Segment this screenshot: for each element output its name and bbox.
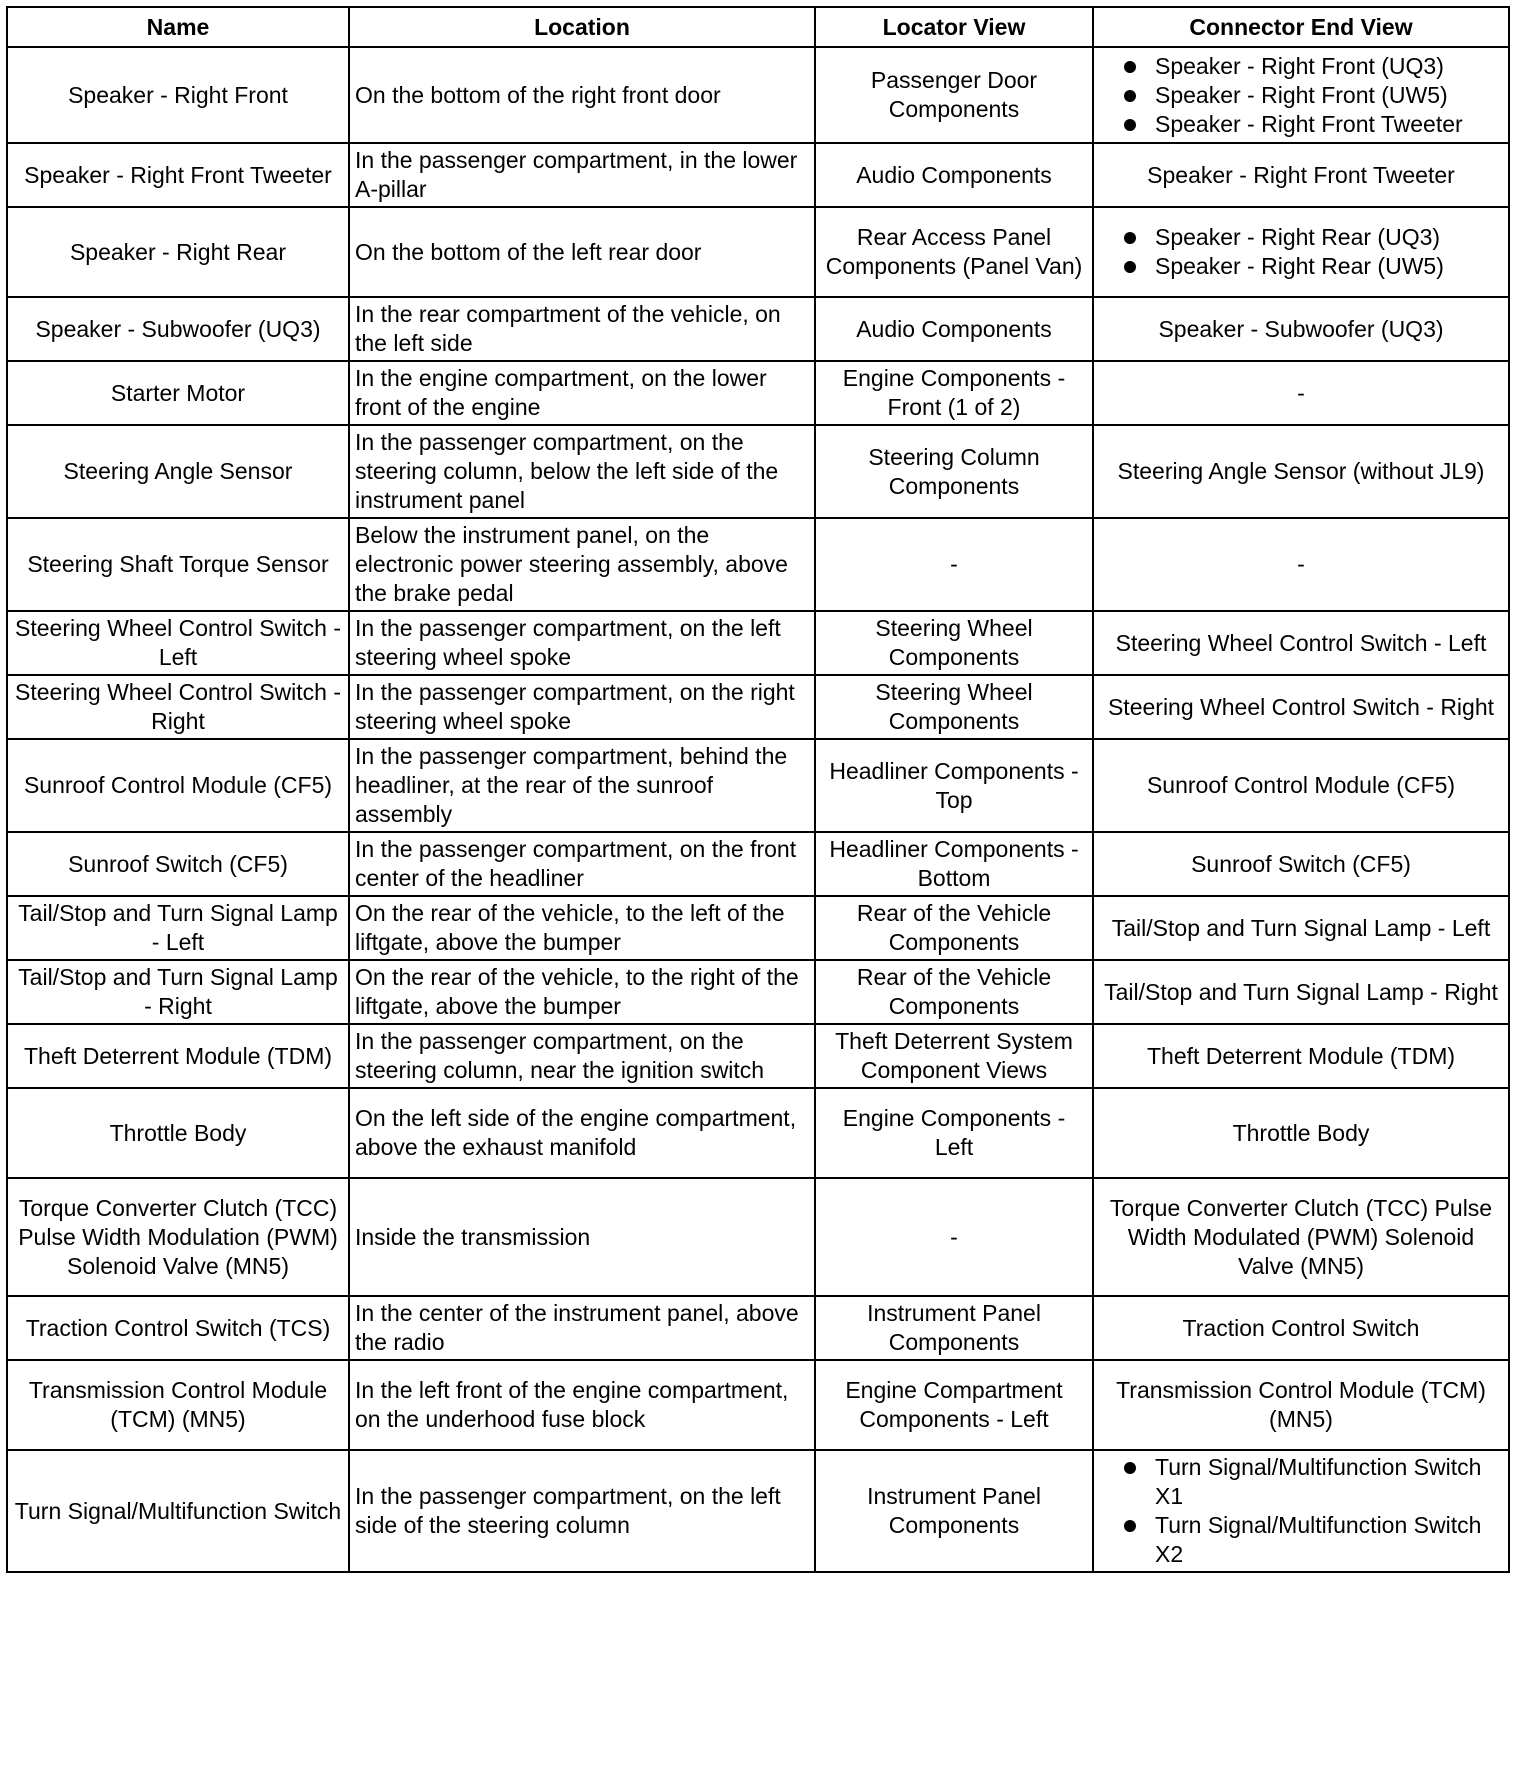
cell-name: Torque Converter Clutch (TCC) Pulse Width Modulation (PWM) Solenoid Valve (MN5) [7, 1178, 349, 1296]
cell-name: Sunroof Switch (CF5) [7, 832, 349, 896]
cell-location: In the passenger compartment, on the steering column, below the left side of the instrument panel [349, 425, 815, 518]
cell-connector-end-view [1093, 207, 1509, 297]
cell-name: Steering Wheel Control Switch - Right [7, 675, 349, 739]
cell-name: Tail/Stop and Turn Signal Lamp - Right [7, 960, 349, 1024]
table-body [7, 47, 1509, 1572]
cell-location: In the passenger compartment, on the front center of the headliner [349, 832, 815, 896]
cell-connector-end-view: Sunroof Control Module (CF5) [1093, 739, 1509, 832]
cell-locator-view: Headliner Components - Bottom [815, 832, 1093, 896]
cell-name: Traction Control Switch (TCS) [7, 1296, 349, 1360]
connector-list-item: Speaker - Right Rear (UQ3) [1099, 223, 1503, 252]
cell-location: On the bottom of the left rear door [349, 207, 815, 297]
cell-location: In the passenger compartment, on the left side of the steering column [349, 1450, 815, 1572]
cell-locator-view: Audio Components [815, 143, 1093, 207]
cell-connector-end-view: Throttle Body [1093, 1088, 1509, 1178]
cell-connector-end-view: Speaker - Subwoofer (UQ3) [1093, 297, 1509, 361]
cell-locator-view: - [815, 1178, 1093, 1296]
cell-connector-end-view: Tail/Stop and Turn Signal Lamp - Right [1093, 960, 1509, 1024]
cell-name: Theft Deterrent Module (TDM) [7, 1024, 349, 1088]
table-row [7, 832, 1509, 896]
cell-connector-end-view: Torque Converter Clutch (TCC) Pulse Width Modulated (PWM) Solenoid Valve (MN5) [1093, 1178, 1509, 1296]
cell-name: Transmission Control Module (TCM) (MN5) [7, 1360, 349, 1450]
cell-locator-view: Instrument Panel Components [815, 1450, 1093, 1572]
cell-locator-view: Engine Components - Front (1 of 2) [815, 361, 1093, 425]
cell-locator-view: Rear Access Panel Components (Panel Van) [815, 207, 1093, 297]
cell-name: Throttle Body [7, 1088, 349, 1178]
table-row [7, 1296, 1509, 1360]
cell-location: Below the instrument panel, on the electronic power steering assembly, above the brake pedal [349, 518, 815, 611]
table-row [7, 425, 1509, 518]
table-row [7, 611, 1509, 675]
cell-location: On the left side of the engine compartment, above the exhaust manifold [349, 1088, 815, 1178]
cell-name: Speaker - Right Front [7, 47, 349, 143]
connector-list [1099, 223, 1503, 281]
cell-connector-end-view: - [1093, 361, 1509, 425]
table-row [7, 518, 1509, 611]
cell-locator-view: Passenger Door Components [815, 47, 1093, 143]
cell-location: In the rear compartment of the vehicle, on the left side [349, 297, 815, 361]
cell-connector-end-view [1093, 1450, 1509, 1572]
table-row [7, 47, 1509, 143]
header-location: Location [349, 7, 815, 47]
cell-locator-view: Engine Compartment Components - Left [815, 1360, 1093, 1450]
cell-location: Inside the transmission [349, 1178, 815, 1296]
cell-name: Starter Motor [7, 361, 349, 425]
cell-location: In the passenger compartment, on the right steering wheel spoke [349, 675, 815, 739]
table-row [7, 960, 1509, 1024]
cell-locator-view: Rear of the Vehicle Components [815, 896, 1093, 960]
cell-name: Steering Wheel Control Switch - Left [7, 611, 349, 675]
connector-list-item: Speaker - Right Rear (UW5) [1099, 252, 1503, 281]
table-row [7, 1178, 1509, 1296]
cell-locator-view: Engine Components - Left [815, 1088, 1093, 1178]
connector-list-item: Speaker - Right Front (UW5) [1099, 81, 1503, 110]
cell-name: Turn Signal/Multifunction Switch [7, 1450, 349, 1572]
connector-list-item: Turn Signal/Multifunction Switch X2 [1099, 1511, 1503, 1569]
header-name: Name [7, 7, 349, 47]
cell-connector-end-view: Tail/Stop and Turn Signal Lamp - Left [1093, 896, 1509, 960]
header-locator-view: Locator View [815, 7, 1093, 47]
table-row [7, 207, 1509, 297]
table-row [7, 896, 1509, 960]
header-row [7, 7, 1509, 47]
cell-connector-end-view: Sunroof Switch (CF5) [1093, 832, 1509, 896]
cell-connector-end-view: Theft Deterrent Module (TDM) [1093, 1024, 1509, 1088]
cell-locator-view: Rear of the Vehicle Components [815, 960, 1093, 1024]
table-row [7, 361, 1509, 425]
cell-name: Speaker - Right Front Tweeter [7, 143, 349, 207]
table-row [7, 1450, 1509, 1572]
connector-list [1099, 1453, 1503, 1569]
table-row [7, 1024, 1509, 1088]
cell-name: Speaker - Subwoofer (UQ3) [7, 297, 349, 361]
table-row [7, 675, 1509, 739]
cell-name: Steering Shaft Torque Sensor [7, 518, 349, 611]
cell-location: On the bottom of the right front door [349, 47, 815, 143]
connector-list-item: Speaker - Right Front Tweeter [1099, 110, 1503, 139]
connector-list-item: Turn Signal/Multifunction Switch X1 [1099, 1453, 1503, 1511]
table-row [7, 1088, 1509, 1178]
cell-location: In the left front of the engine compartment, on the underhood fuse block [349, 1360, 815, 1450]
cell-location: In the passenger compartment, behind the headliner, at the rear of the sunroof assembly [349, 739, 815, 832]
cell-connector-end-view: - [1093, 518, 1509, 611]
cell-location: In the engine compartment, on the lower front of the engine [349, 361, 815, 425]
cell-locator-view: - [815, 518, 1093, 611]
header-connector-end-view: Connector End View [1093, 7, 1509, 47]
cell-locator-view: Steering Wheel Components [815, 675, 1093, 739]
cell-connector-end-view [1093, 47, 1509, 143]
table-row [7, 1360, 1509, 1450]
connector-list-item: Speaker - Right Front (UQ3) [1099, 52, 1503, 81]
cell-locator-view: Steering Column Components [815, 425, 1093, 518]
cell-connector-end-view: Speaker - Right Front Tweeter [1093, 143, 1509, 207]
cell-locator-view: Audio Components [815, 297, 1093, 361]
table-row [7, 143, 1509, 207]
cell-location: In the center of the instrument panel, above the radio [349, 1296, 815, 1360]
cell-location: In the passenger compartment, on the steering column, near the ignition switch [349, 1024, 815, 1088]
cell-location: On the rear of the vehicle, to the right of the liftgate, above the bumper [349, 960, 815, 1024]
cell-locator-view: Instrument Panel Components [815, 1296, 1093, 1360]
cell-connector-end-view: Transmission Control Module (TCM) (MN5) [1093, 1360, 1509, 1450]
cell-connector-end-view: Steering Wheel Control Switch - Left [1093, 611, 1509, 675]
cell-connector-end-view: Steering Wheel Control Switch - Right [1093, 675, 1509, 739]
cell-location: In the passenger compartment, in the lower A-pillar [349, 143, 815, 207]
table-row [7, 739, 1509, 832]
cell-locator-view: Theft Deterrent System Component Views [815, 1024, 1093, 1088]
cell-connector-end-view: Steering Angle Sensor (without JL9) [1093, 425, 1509, 518]
cell-locator-view: Headliner Components - Top [815, 739, 1093, 832]
cell-name: Steering Angle Sensor [7, 425, 349, 518]
cell-name: Speaker - Right Rear [7, 207, 349, 297]
cell-locator-view: Steering Wheel Components [815, 611, 1093, 675]
cell-name: Tail/Stop and Turn Signal Lamp - Left [7, 896, 349, 960]
cell-location: On the rear of the vehicle, to the left of the liftgate, above the bumper [349, 896, 815, 960]
table-row [7, 297, 1509, 361]
cell-location: In the passenger compartment, on the left steering wheel spoke [349, 611, 815, 675]
cell-name: Sunroof Control Module (CF5) [7, 739, 349, 832]
cell-connector-end-view: Traction Control Switch [1093, 1296, 1509, 1360]
connector-list [1099, 52, 1503, 139]
component-locator-table [6, 6, 1510, 1573]
